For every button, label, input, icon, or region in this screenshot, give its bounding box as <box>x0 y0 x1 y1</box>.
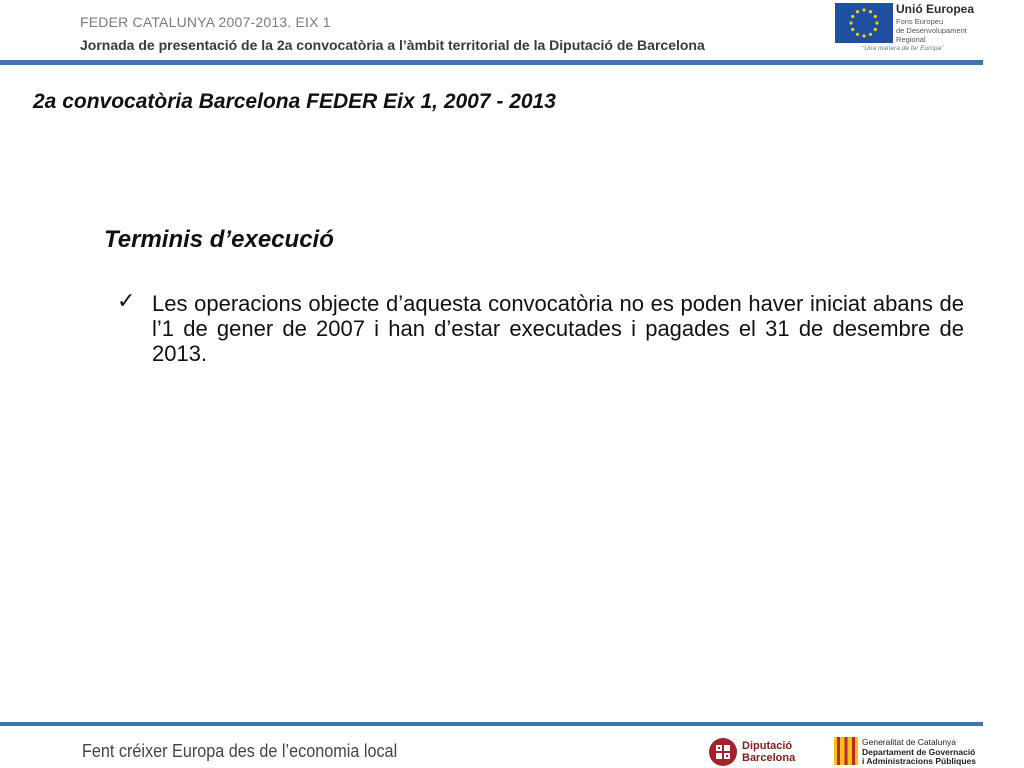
generalitat-label-3: i Administracions Públiques <box>862 756 976 766</box>
eu-logo-subtitle-3: Regional <box>896 35 926 44</box>
diputacio-label-1: Diputació <box>742 740 793 752</box>
footer-divider <box>0 722 983 726</box>
diputacio-logo-icon <box>708 737 738 767</box>
eu-logo-subtitle-1: Fons Europeu <box>896 17 944 26</box>
bullet-text: Les operacions objecte d’aquesta convocatòria no es poden haver iniciat abans de l’1 de gener de 2007 i han d’estar executades i pagades el 31 de desembre de 2013. <box>152 291 964 366</box>
eu-logo-title: Unió Europea <box>896 2 975 16</box>
checkmark-icon: ✓ <box>117 289 136 314</box>
diputacio-label-2: Barcelona <box>742 752 796 764</box>
header-divider <box>0 60 983 65</box>
eu-logo-tagline: “Una manera de fer Europa” <box>862 45 944 52</box>
header-program-title: FEDER CATALUNYA 2007-2013. EIX 1 <box>80 14 331 30</box>
footer-slogan: Fent créixer Europa des de l’economia local <box>82 741 398 761</box>
generalitat-logo-icon <box>834 737 858 765</box>
generalitat-label-2: Departament de Governació <box>862 747 976 757</box>
slide-heading: 2a convocatòria Barcelona FEDER Eix 1, 2007 - 2013 <box>33 90 556 113</box>
section-title: Terminis d’execució <box>104 226 334 253</box>
eu-flag-icon <box>835 3 893 43</box>
generalitat-label-1: Generalitat de Catalunya <box>862 737 957 747</box>
header-event-title: Jornada de presentació de la 2a convocatòria a l’àmbit territorial de la Diputació de Barcelona <box>80 37 705 53</box>
eu-logo-subtitle-2: de Desenvolupament <box>896 26 967 35</box>
